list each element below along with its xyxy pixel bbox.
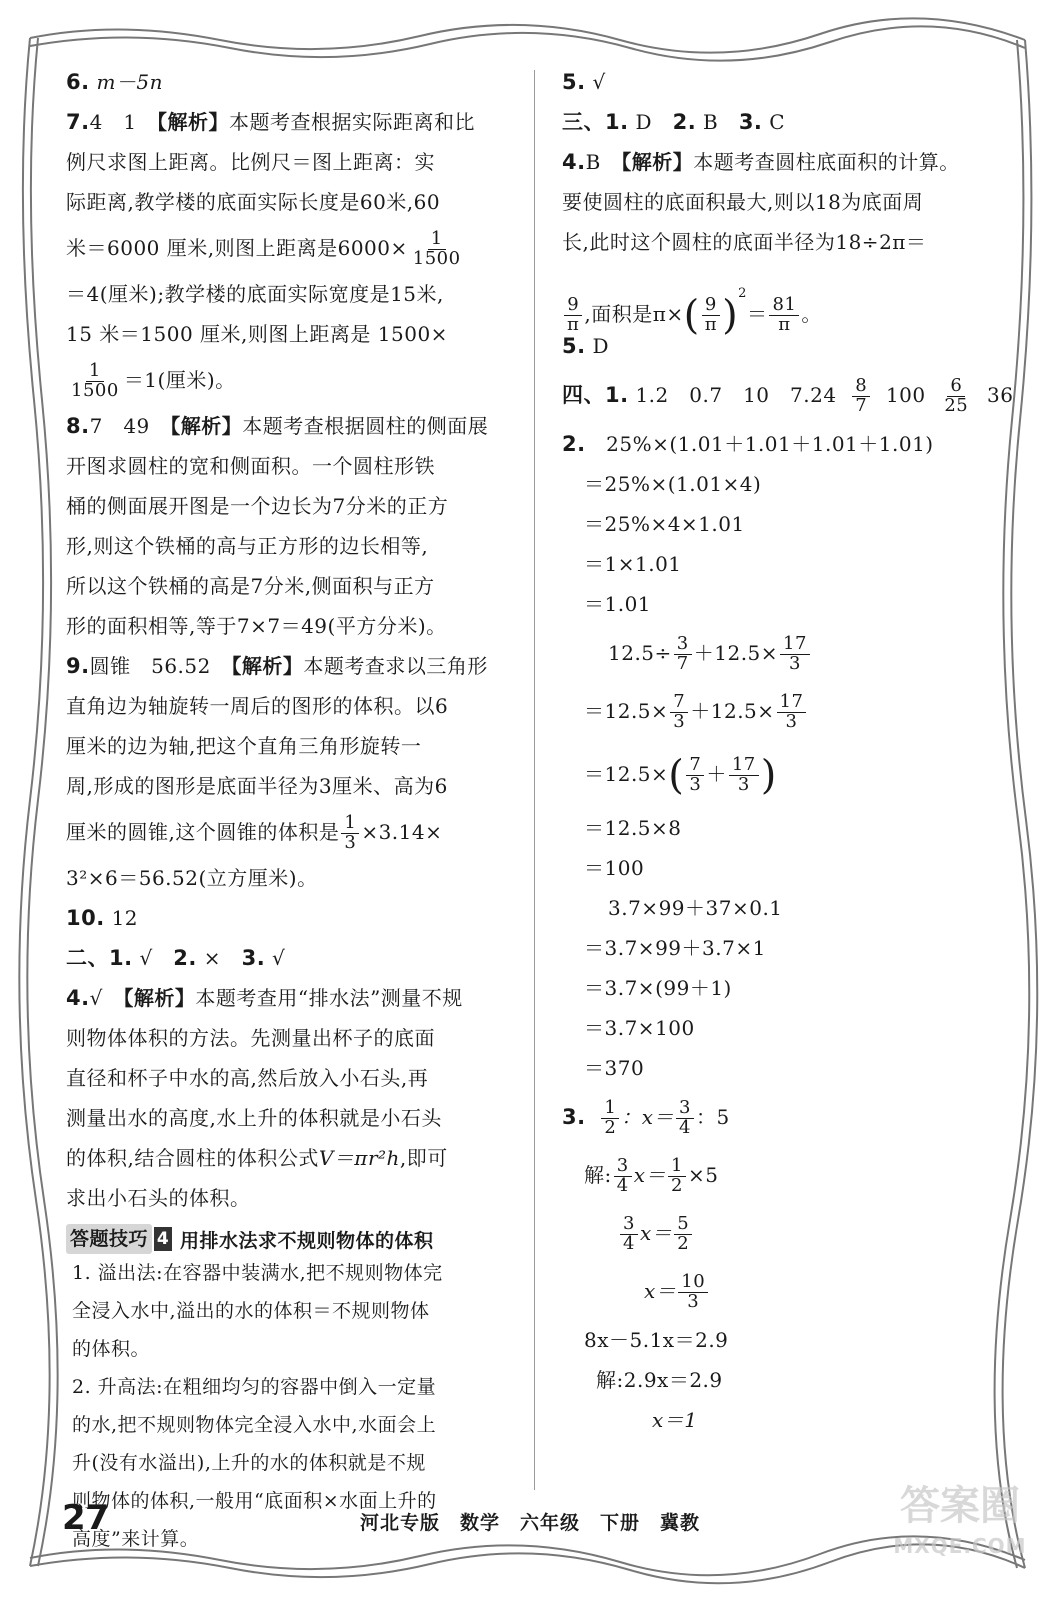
answer-value: C xyxy=(769,110,786,134)
fraction: $\frac{3}{4}$ xyxy=(614,1157,632,1196)
fraction: $\frac{1}{1500}$ xyxy=(412,228,461,269)
fraction: $\frac{6}{25}$ xyxy=(944,375,969,416)
item-number: 7. xyxy=(66,110,90,134)
fraction: $\frac{7}{3}$ xyxy=(686,756,704,795)
watermark-text: 答案圈 xyxy=(900,1483,1020,1529)
right-column xyxy=(562,62,1014,1440)
item-number: 2. xyxy=(173,946,197,970)
fraction: $\frac{9}{\pi}$ xyxy=(702,296,720,335)
item-number: 8. xyxy=(66,414,90,438)
answer-value: 36 xyxy=(986,383,1014,407)
answer-8 xyxy=(66,406,506,646)
section-number: 二、 xyxy=(66,946,109,970)
analysis-text: ,即可 xyxy=(399,1146,448,1170)
tip-line: 则物体的体积,一般用“底面积×水面上升的 xyxy=(72,1490,437,1512)
analysis-tag: 【解析】 xyxy=(123,986,196,1010)
watermark-url: MXQE.COM xyxy=(893,1534,1027,1558)
answer-6 xyxy=(66,62,506,102)
fraction: $\frac{3}{4}$ xyxy=(676,1099,694,1138)
analysis-text: ×3.14× xyxy=(361,820,443,844)
answer-2-5 xyxy=(562,62,1002,102)
fraction: $\frac{10}{3}$ xyxy=(678,1273,708,1312)
answer-value: 4 1 xyxy=(89,110,158,134)
equation-block: 3. $\frac{1}{2}$ ：x＝ $\frac{3}{4}$ ：5 解: $\frac{3}{4}$ x＝ $\frac{1}{2}$ ×5 $\frac{3}{4}$ x＝ $\frac{5}{2}$ x＝ $\frac{10}{3}$ 8x－5.1x＝2.9 解:2.9x＝2.9 x＝1 xyxy=(562,1088,1002,1440)
item-number: 5. xyxy=(562,334,586,358)
analysis-text: 要使圆柱的底面积最大,则以18为底面周 xyxy=(562,190,924,214)
fraction: $\frac{5}{2}$ xyxy=(674,1215,692,1254)
tip-line: 升(没有水溢出),上升的水的体积就是不规 xyxy=(72,1452,426,1474)
calc-step: ＝3.7×100 xyxy=(584,1016,695,1040)
tip-title xyxy=(66,1224,434,1254)
item-number: 6. xyxy=(66,70,90,94)
section-3-answers xyxy=(562,102,1002,142)
analysis-text: 开图求圆柱的宽和侧面积。一个圆柱形铁 xyxy=(66,454,435,478)
answer-3-5 xyxy=(562,326,1002,366)
analysis-text: ＝1(厘米)。 xyxy=(123,368,236,392)
item-number: 1. xyxy=(605,110,629,134)
calc-step: ＝1.01 xyxy=(584,592,652,616)
item-number: 2. xyxy=(672,110,697,134)
answer-value: D xyxy=(592,334,609,358)
item-number: 9. xyxy=(66,654,90,678)
analysis-tag: 【解析】 xyxy=(170,414,243,438)
calc-step: ＝12.5×( $\frac{7}{3}$ ＋ $\frac{17}{3}$ ) xyxy=(584,752,777,799)
answer-7 xyxy=(66,102,506,406)
fraction: $\frac{3}{7}$ xyxy=(674,635,692,674)
analysis-text: 厘米的边为轴,把这个直角三角形旋转一 xyxy=(66,734,422,758)
calc-step: ＝3.7×99＋3.7×1 xyxy=(584,936,766,960)
analysis-text: 。 xyxy=(801,302,822,326)
answer-value: 圆锥 56.52 xyxy=(89,654,232,678)
analysis-text: ＝4(厘米);教学楼的底面实际宽度是15米, xyxy=(66,282,444,306)
answer-value: B xyxy=(703,110,719,134)
watermark-logo xyxy=(885,1478,1035,1578)
answer-2-4 xyxy=(66,978,506,1218)
eq-step: 8x－5.1x＝2.9 xyxy=(584,1328,729,1352)
item-number: 5. xyxy=(562,70,586,94)
item-number: 2. xyxy=(562,432,586,456)
answer-value: 7 49 xyxy=(89,414,171,438)
calc-step: 25%×(1.01＋1.01＋1.01＋1.01) xyxy=(606,432,934,456)
left-column xyxy=(66,62,506,1558)
analysis-tag: 【解析】 xyxy=(621,150,694,174)
fraction: $\frac{1}{1500}$ xyxy=(71,360,119,401)
fraction: $\frac{9}{\pi}$ xyxy=(564,296,582,335)
answer-value: √ xyxy=(272,946,286,970)
answer-value: 12 xyxy=(111,906,139,930)
fraction: $\frac{3}{4}$ xyxy=(620,1215,638,1254)
calc-step: ＝3.7×(99＋1) xyxy=(584,976,732,1000)
tip-label: 答题技巧 xyxy=(66,1224,152,1254)
fraction: $\frac{17}{3}$ xyxy=(729,756,759,795)
answer-value: B xyxy=(585,150,622,174)
column-divider xyxy=(534,70,535,1490)
answer-text: m－5n xyxy=(96,70,164,94)
analysis-text: 米＝6000 厘米,则图上距离是6000× xyxy=(66,236,408,260)
answer-value: √ xyxy=(89,986,124,1010)
analysis-text: 直径和杯子中水的高,然后放入小石头,再 xyxy=(66,1066,429,1090)
fraction: $\frac{1}{3}$ xyxy=(341,814,359,853)
calc-step: ＝12.5× $\frac{7}{3}$ ＋12.5× $\frac{17}{3}$ xyxy=(562,682,1002,740)
analysis-text: 则物体体积的方法。先测量出杯子的底面 xyxy=(66,1026,435,1050)
eq-step: x＝1 xyxy=(652,1408,698,1432)
analysis-text: 测量出水的高度,水上升的体积就是小石头 xyxy=(66,1106,442,1130)
calc-step: ＝25%×4×1.01 xyxy=(584,512,745,536)
eq-step: 解:2.9x＝2.9 xyxy=(596,1368,723,1392)
analysis-text: 所以这个铁桶的高是7分米,侧面积与正方 xyxy=(66,574,435,598)
fraction: $\frac{17}{3}$ xyxy=(777,693,807,732)
tip-line: 1. 溢出法:在容器中装满水,把不规则物体完 xyxy=(72,1262,443,1284)
page-number: 27 xyxy=(62,1498,110,1538)
analysis-text: ,面积是π× xyxy=(584,302,684,326)
item-number: 4. xyxy=(66,986,90,1010)
answer-10 xyxy=(66,898,506,938)
calc-step: ＝370 xyxy=(584,1056,645,1080)
calc-step: ＝100 xyxy=(584,856,645,880)
section-number: 三、 xyxy=(562,110,605,134)
calc-step: ＝12.5×8 xyxy=(584,816,682,840)
formula: V＝πr²h xyxy=(318,1146,400,1170)
calc-step: 12.5÷ $\frac{3}{7}$ ＋12.5× $\frac{17}{3}$ xyxy=(562,624,1002,682)
calculation-block xyxy=(562,424,1002,1088)
answer-value: 100 xyxy=(885,383,926,407)
eq-step: x＝ $\frac{10}{3}$ xyxy=(562,1262,1002,1320)
item-number: 3. xyxy=(562,1105,586,1129)
analysis-tag: 【解析】 xyxy=(157,110,230,134)
tip-line: 2. 升高法:在粗细均匀的容器中倒入一定量 xyxy=(72,1376,437,1398)
answer-3-4: 4.B 【解析】本题考查圆柱底面积的计算。 要使圆柱的底面积最大,则以18为底面周 长,此时这个圆柱的底面半径为18÷2π＝ $\frac{9}{\pi}$ ,面积是π×( $\frac{9}{\pi}$ )$^2$＝ $\frac{81}{\pi}$ 。 xyxy=(562,142,1002,326)
answer-9 xyxy=(66,646,506,898)
fraction: $\frac{7}{3}$ xyxy=(670,693,688,732)
item-number: 3. xyxy=(738,110,763,134)
section-2-answers xyxy=(66,938,506,978)
analysis-tag: 【解析】 xyxy=(231,654,304,678)
analysis-text: 求出小石头的体积。 xyxy=(66,1186,251,1210)
analysis-text: 15 米＝1500 厘米,则图上距离是 1500× xyxy=(66,322,448,346)
analysis-text: 周,形成的图形是底面半径为3厘米、高为6 xyxy=(66,774,448,798)
fraction: $\frac{81}{\pi}$ xyxy=(769,296,799,335)
analysis-text: 长,此时这个圆柱的底面半径为18÷2π＝ xyxy=(562,230,927,254)
book-info: 河北专版 数学 六年级 下册 冀教 xyxy=(360,1512,701,1534)
section-4-answers xyxy=(562,366,1014,424)
section-number: 四、 xyxy=(562,383,605,407)
item-number: 4. xyxy=(562,150,586,174)
analysis-text: 形,则这个铁桶的高与正方形的边长相等, xyxy=(66,534,429,558)
tip-line: 高度”来计算。 xyxy=(72,1528,200,1550)
tip-line: 的水,把不规则物体完全浸入水中,水面会上 xyxy=(72,1414,437,1436)
tip-number: 4 xyxy=(154,1227,172,1251)
analysis-text: ＝ xyxy=(746,302,768,326)
analysis-text: 形的面积相等,等于7×7＝49(平方分米)。 xyxy=(66,614,447,638)
analysis-text: 的体积,结合圆柱的体积公式 xyxy=(66,1146,319,1170)
analysis-text: 例尺求图上距离。比例尺＝图上距离：实 xyxy=(66,150,435,174)
fraction: $\frac{1}{2}$ xyxy=(668,1157,686,1196)
item-number: 1. xyxy=(605,383,629,407)
analysis-text: 3²×6＝56.52(立方厘米)。 xyxy=(66,866,318,890)
item-number: 10. xyxy=(66,906,105,930)
tip-line: 全浸入水中,溢出的水的体积＝不规则物体 xyxy=(72,1300,430,1322)
fraction: $\frac{8}{7}$ xyxy=(852,377,870,416)
analysis-text: 本题考查求以三角形 xyxy=(303,654,488,678)
answer-value: √ xyxy=(592,70,606,94)
calc-step: 3.7×99＋37×0.1 xyxy=(608,896,783,920)
page-footer xyxy=(60,1498,1000,1542)
calc-step: ＝25%×(1.01×4) xyxy=(584,472,762,496)
analysis-text: 厘米的圆锥,这个圆锥的体积是 xyxy=(66,820,340,844)
answer-values: 1.2 0.7 10 7.24 xyxy=(635,383,837,407)
eq-step: 解: $\frac{3}{4}$ x＝ $\frac{1}{2}$ ×5 xyxy=(584,1155,719,1196)
analysis-text: 本题考查根据实际距离和比 xyxy=(229,110,476,134)
fraction: $\frac{1}{2}$ xyxy=(601,1099,619,1138)
analysis-text: 际距离,教学楼的底面实际长度是60米,60 xyxy=(66,190,441,214)
answer-value: D xyxy=(635,110,652,134)
answer-value: √ xyxy=(139,946,153,970)
answer-value: × xyxy=(203,946,221,970)
analysis-text: 本题考查根据圆柱的侧面展 xyxy=(242,414,489,438)
item-number: 3. xyxy=(241,946,266,970)
tip-heading: 用排水法求不规则物体的体积 xyxy=(180,1229,434,1252)
tip-line: 的体积。 xyxy=(72,1338,151,1360)
exponent: 2 xyxy=(738,286,747,301)
analysis-text: 本题考查用“排水法”测量不规 xyxy=(195,986,463,1010)
analysis-text: 本题考查圆柱底面积的计算。 xyxy=(693,150,960,174)
eq-step: $\frac{3}{4}$ x＝ $\frac{5}{2}$ xyxy=(562,1204,1002,1262)
analysis-text: 桶的侧面展开图是一个边长为7分米的正方 xyxy=(66,494,449,518)
fraction: $\frac{17}{3}$ xyxy=(780,635,810,674)
analysis-text: 直角边为轴旋转一周后的图形的体积。以6 xyxy=(66,694,449,718)
calc-step: ＝1×1.01 xyxy=(584,552,682,576)
item-number: 1. xyxy=(109,946,133,970)
